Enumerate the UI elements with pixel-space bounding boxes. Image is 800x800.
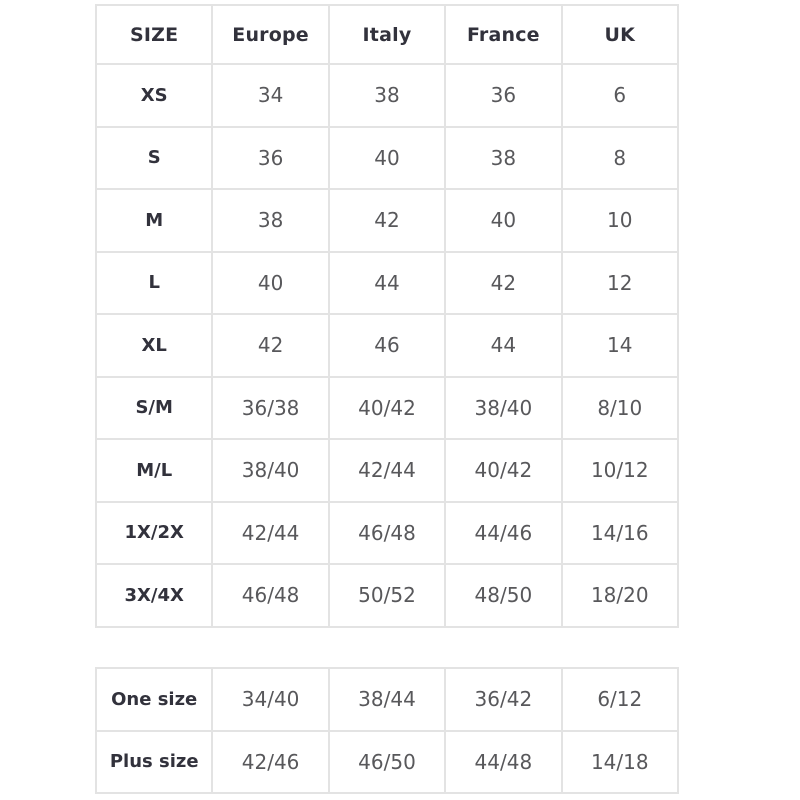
size-label: L (96, 252, 212, 315)
size-value: 44 (329, 252, 445, 315)
table-row-one-size (96, 668, 678, 731)
size-value: 38 (445, 127, 561, 190)
header-row (96, 5, 678, 64)
special-sizes-body (96, 668, 678, 793)
size-label: M/L (96, 439, 212, 502)
size-value: 36 (445, 64, 561, 127)
table-row-3x-4x (96, 564, 678, 627)
size-value: 36 (212, 127, 328, 190)
size-label: M (96, 189, 212, 252)
size-label: Plus size (96, 731, 212, 794)
size-value: 46/48 (212, 564, 328, 627)
size-label: XS (96, 64, 212, 127)
standard-sizes-body (96, 5, 678, 627)
table-row-l (96, 252, 678, 315)
size-value: 36/42 (445, 668, 561, 731)
size-value: 42/46 (212, 731, 328, 794)
table-row-m-l (96, 439, 678, 502)
size-value: 34/40 (212, 668, 328, 731)
column-header-france: France (445, 5, 561, 64)
size-value: 40 (212, 252, 328, 315)
size-value: 42/44 (329, 439, 445, 502)
column-header-uk: UK (562, 5, 678, 64)
size-value: 46 (329, 314, 445, 377)
size-value: 40/42 (329, 377, 445, 440)
table-row-m (96, 189, 678, 252)
standard-sizes-table (95, 4, 679, 628)
size-value: 38/40 (212, 439, 328, 502)
size-value: 46/48 (329, 502, 445, 565)
column-header-size: SIZE (96, 5, 212, 64)
size-label: XL (96, 314, 212, 377)
size-value: 44 (445, 314, 561, 377)
size-value: 6 (562, 64, 678, 127)
special-sizes-table (95, 667, 679, 794)
size-value: 40 (329, 127, 445, 190)
size-value: 42 (212, 314, 328, 377)
size-value: 8 (562, 127, 678, 190)
size-value: 42 (329, 189, 445, 252)
table-row-s (96, 127, 678, 190)
size-value: 44/46 (445, 502, 561, 565)
size-value: 10 (562, 189, 678, 252)
size-value: 50/52 (329, 564, 445, 627)
size-value: 40 (445, 189, 561, 252)
size-value: 14 (562, 314, 678, 377)
table-row-xl (96, 314, 678, 377)
size-value: 14/16 (562, 502, 678, 565)
size-value: 38 (212, 189, 328, 252)
size-label: S/M (96, 377, 212, 440)
size-value: 12 (562, 252, 678, 315)
column-header-italy: Italy (329, 5, 445, 64)
size-value: 48/50 (445, 564, 561, 627)
size-value: 40/42 (445, 439, 561, 502)
size-value: 36/38 (212, 377, 328, 440)
size-value: 14/18 (562, 731, 678, 794)
size-value: 42/44 (212, 502, 328, 565)
size-value: 38/40 (445, 377, 561, 440)
size-value: 18/20 (562, 564, 678, 627)
size-value: 34 (212, 64, 328, 127)
size-value: 38 (329, 64, 445, 127)
table-row-plus-size (96, 731, 678, 794)
size-value: 8/10 (562, 377, 678, 440)
table-row-1x-2x (96, 502, 678, 565)
size-label: 3X/4X (96, 564, 212, 627)
table-row-xs (96, 64, 678, 127)
size-value: 46/50 (329, 731, 445, 794)
size-value: 6/12 (562, 668, 678, 731)
table-row-s-m (96, 377, 678, 440)
size-value: 42 (445, 252, 561, 315)
size-label: 1X/2X (96, 502, 212, 565)
size-value: 10/12 (562, 439, 678, 502)
column-header-europe: Europe (212, 5, 328, 64)
size-label: S (96, 127, 212, 190)
size-label: One size (96, 668, 212, 731)
size-value: 38/44 (329, 668, 445, 731)
size-value: 44/48 (445, 731, 561, 794)
